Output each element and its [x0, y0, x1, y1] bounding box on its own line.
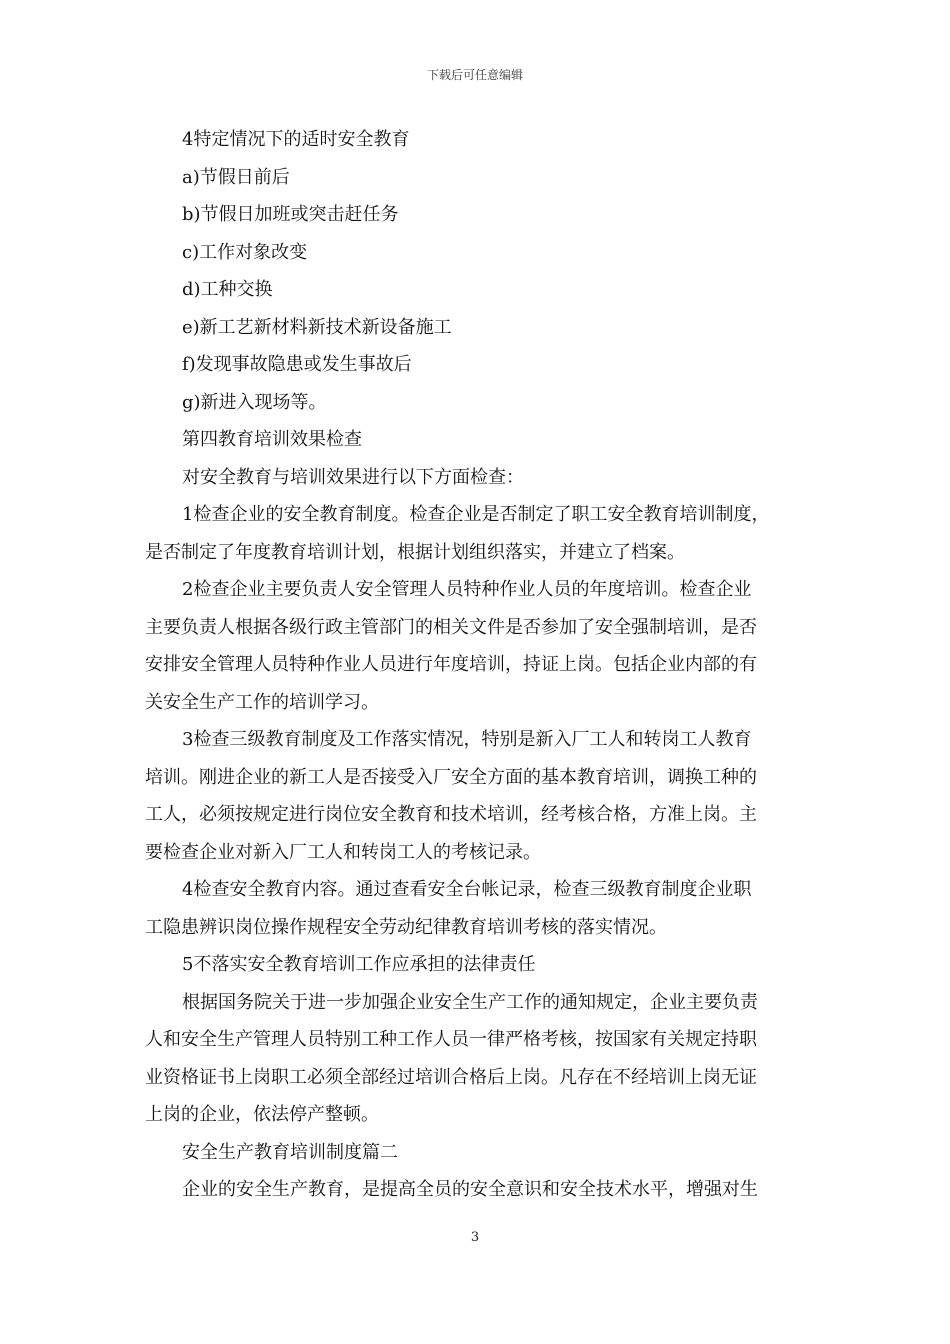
text-line: e)新工艺新材料新技术新设备施工: [182, 316, 452, 338]
text-line: 业资格证书上岗职工必须全部经过培训合格后上岗。凡存在不经培训上岗无证: [145, 1066, 757, 1088]
text-line: 企业的安全生产教育，是提高全员的安全意识和安全技术水平，增强对生: [182, 1179, 758, 1200]
text-line: c)工作对象改变: [182, 241, 308, 263]
document-body: [145, 121, 810, 1209]
text-line: 要检查企业对新入厂工人和转岗工人的考核记录。: [145, 841, 541, 863]
text-line: d)工种交换: [182, 279, 273, 300]
text-line: f)发现事故隐患或发生事故后: [182, 354, 412, 375]
page-header-note: 下载后可任意编辑: [426, 68, 523, 82]
text-line: 1检查企业的安全教育制度。检查企业是否制定了职工安全教育培训制度，: [182, 504, 770, 525]
text-line: 上岗的企业，依法停产整顿。: [145, 1104, 379, 1125]
text-line: a)节假日前后: [182, 166, 290, 188]
text-line: g)新进入现场等。: [182, 391, 327, 413]
text-line: 工隐患辨识岗位操作规程安全劳动纪律教育培训考核的落实情况。: [145, 916, 667, 938]
text-line: 4检查安全教育内容。通过查看安全台帐记录，检查三级教育制度企业职: [182, 879, 752, 900]
page-number: 3: [470, 1230, 480, 1245]
text-line: 2检查企业主要负责人安全管理人员特种作业人员的年度培训。检查企业: [182, 579, 752, 600]
text-line: 工人，必须按规定进行岗位安全教育和技术培训，经考核合格，方准上岗。主: [145, 804, 757, 825]
text-line: 对安全教育与培训效果进行以下方面检查：: [182, 466, 524, 488]
text-line: 主要负责人根据各级行政主管部门的相关文件是否参加了安全强制培训，是否: [145, 616, 757, 638]
section-heading: 第四教育培训效果检查: [182, 429, 362, 450]
text-line: 3检查三级教育制度及工作落实情况，特别是新入厂工人和转岗工人教育: [182, 729, 752, 750]
text-line: 5不落实安全教育培训工作应承担的法律责任: [182, 954, 536, 975]
text-line: b)节假日加班或突击赶任务: [182, 204, 399, 225]
section-heading: 安全生产教育培训制度篇二: [182, 1141, 398, 1163]
text-line: 4特定情况下的适时安全教育: [182, 129, 410, 150]
text-line: 是否制定了年度教育培训计划，根据计划组织落实，并建立了档案。: [145, 541, 685, 563]
text-line: 根据国务院关于进一步加强企业安全生产工作的通知规定，企业主要负责: [182, 991, 758, 1013]
text-line: 安排安全管理人员特种作业人员进行年度培训，持证上岗。包括企业内部的有: [145, 654, 757, 675]
text-line: 培训。刚进企业的新工人是否接受入厂安全方面的基本教育培训，调换工种的: [145, 766, 757, 788]
text-line: 人和安全生产管理人员特别工种工作人员一律严格考核，按国家有关规定持职: [145, 1029, 757, 1050]
text-line: 关安全生产工作的培训学习。: [145, 691, 379, 713]
